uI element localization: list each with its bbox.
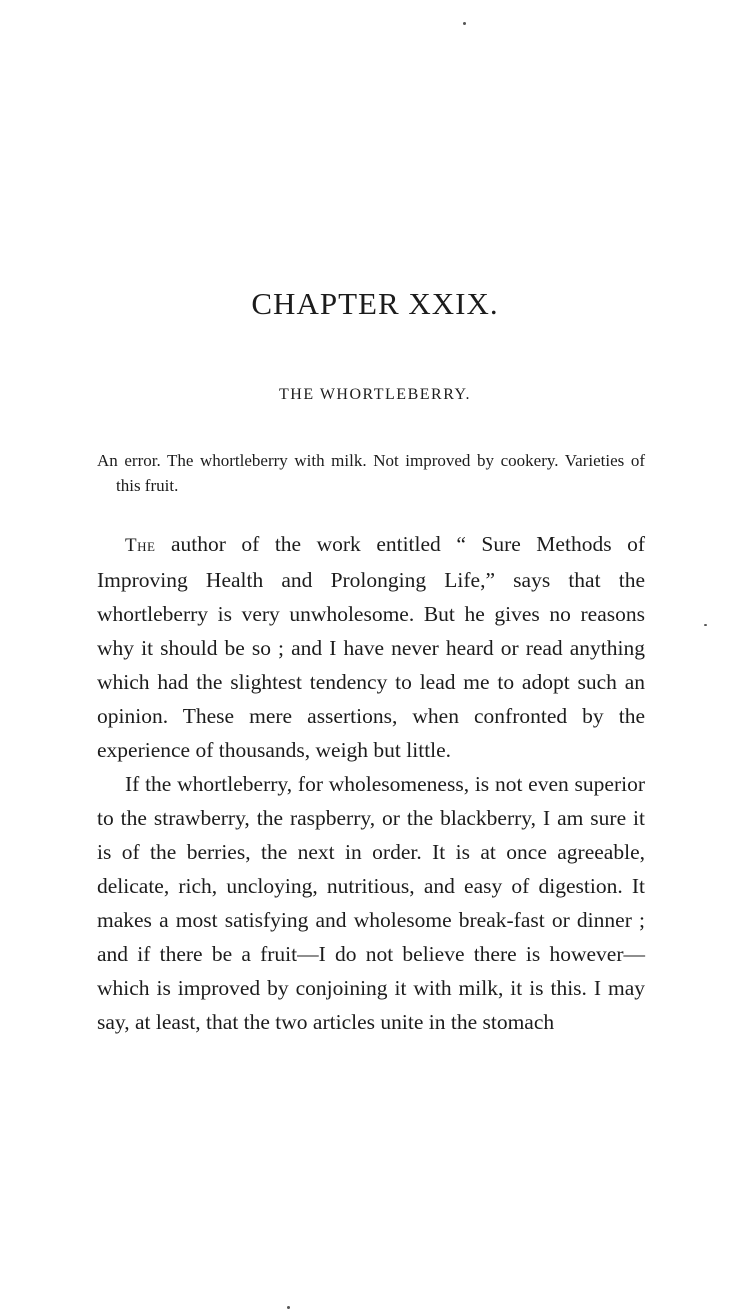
paragraph-1 bbox=[97, 527, 645, 767]
chapter-subtitle: THE WHORTLEBERRY. bbox=[279, 386, 471, 403]
body-text bbox=[97, 527, 645, 1039]
chapter-title: CHAPTER XXIX. bbox=[251, 286, 499, 321]
paragraph-2: If the whortleberry, for wholesomeness, is not even superior to the strawberry, the raspberry, or the blackberry, I am sure it is of the berries, the next in order. It is at once agreeable, delicate, rich, uncloying, nutritious, and easy of digestion. It makes a most satisfying and wholesome break-fast or dinner ; and if there be a fruit—I do not believe there is however—which is improved by conjoining it with milk, it is this. I may say, at least, that the two articles unite in the stomach bbox=[97, 772, 645, 1034]
chapter-synopsis: An error. The whortleberry with milk. Not improved by cookery. Varieties of this fruit. bbox=[97, 451, 645, 495]
paragraph-1-lead: The bbox=[125, 535, 156, 556]
paragraph-1-text: author of the work entitled “ Sure Methods of Improving Health and Prolonging Life,” says that the whortleberry is very unwholesome. But he gives no reasons why it should be so ; and I have never heard or read anything which had the slightest tendency to lead me to adopt such an opinion. These mere assertions, when confronted by the experience of thousands, weigh but little. bbox=[97, 532, 645, 762]
